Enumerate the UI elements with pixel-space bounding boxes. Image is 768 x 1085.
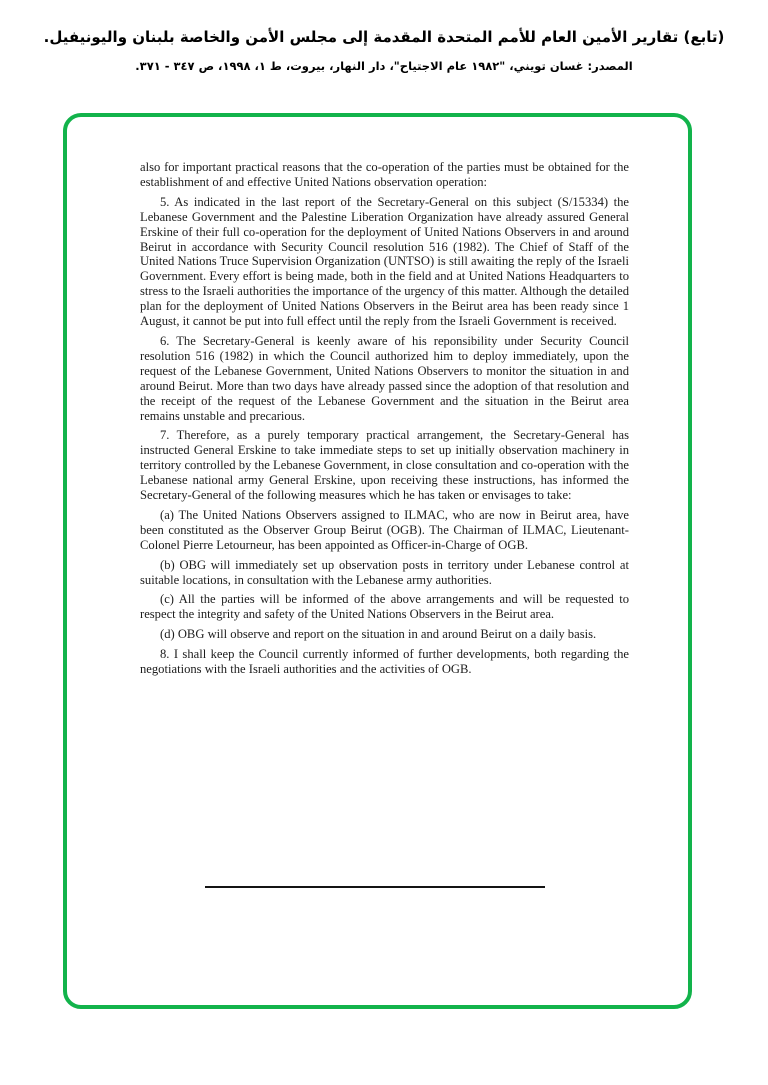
item-a-paragraph: (a) The United Nations Observers assigned to ILMAC, who are now in Beirut area, have been constituted as the Observer Group Beirut (OGB). The Chairman of ILMAC, Lieutenant-Colonel Pierre Letourneur, has been appointed as Officer-in-Charge of OGB. [140,507,629,552]
document-body [140,160,629,682]
paragraph-8: 8. I shall keep the Council currently informed of further developments, both regarding the negotiations with the Israeli authorities and the activities of OGB. [140,647,629,677]
continuation-paragraph: also for important practical reasons that the co-operation of the parties must be obtained for the establishment of and effective United Nations observation operation: [140,160,629,189]
item-c-paragraph: (c) All the parties will be informed of the above arrangements and will be requested to respect the integrity and safety of the United Nations Observers in the Beirut area. [140,592,629,622]
paragraph-7: 7. Therefore, as a purely temporary practical arrangement, the Secretary-General has instructed General Erskine to take immediate steps to set up initially observation machinery in territory controlled by the Lebanese Government, in close consultation and co-operation with the Lebanese national army General Erskine, upon receiving these instructions, has informed the Secretary-General of the following measures which he has taken or envisages to take: [140,428,629,503]
paragraph-6: 6. The Secretary-General is keenly aware of his reponsibility under Security Council resolution 516 (1982) in which the Council authorized him to deploy immediately, upon the request of the Lebanese Government, United Nations Observers to monitor the situation in and around Beirut. More than two days have already passed since the adoption of that resolution and the receipt of the request of the Lebanese Government and the situation in the Beirut area remains unstable and precarious. [140,333,629,423]
arabic-title: (تابع) تقارير الأمين العام للأمم المتحدة المقدمة إلى مجلس الأمن والخاصة بلبنان واليونيفيل. [43,28,725,46]
arabic-source: المصدر: غسان تويني، "١٩٨٢ عام الاجتياح"، دار النهار، بيروت، ط ١، ١٩٩٨، ص ٣٤٧ - ٣٧١. [135,59,633,73]
paragraph-5: 5. As indicated in the last report of the Secretary-General on this subject (S/15334) the Lebanese Government and the Palestine Liberation Organization have already assured General Erskine of their full co-operation for the deployment of United Nations Observers in and around Beirut in accordance with Security Council resolution 516 (1982). The Chief of Staff of the United Nations Truce Supervision Organization (UNTSO) is still awaiting the reply of the Israeli Government. Every effort is being made, both in the field and at United Nations Headquarters to stress to the Israeli authorities the importance of the urgency of this matter. Although the detailed plan for the deployment of United Nations Observers in the Beirut area has been ready since 1 August, it cannot be put into full effect until the reply from the Israeli Government is received. [140,194,629,329]
item-d-paragraph: (d) OBG will observe and report on the situation in and around Beirut on a daily basis. [160,627,597,642]
page-header [0,26,768,75]
footer-divider-line [205,886,545,888]
item-b-paragraph: (b) OBG will immediately set up observation posts in territory under Lebanese control at suitable locations, in consultation with the Lebanese army authorities. [140,557,629,587]
